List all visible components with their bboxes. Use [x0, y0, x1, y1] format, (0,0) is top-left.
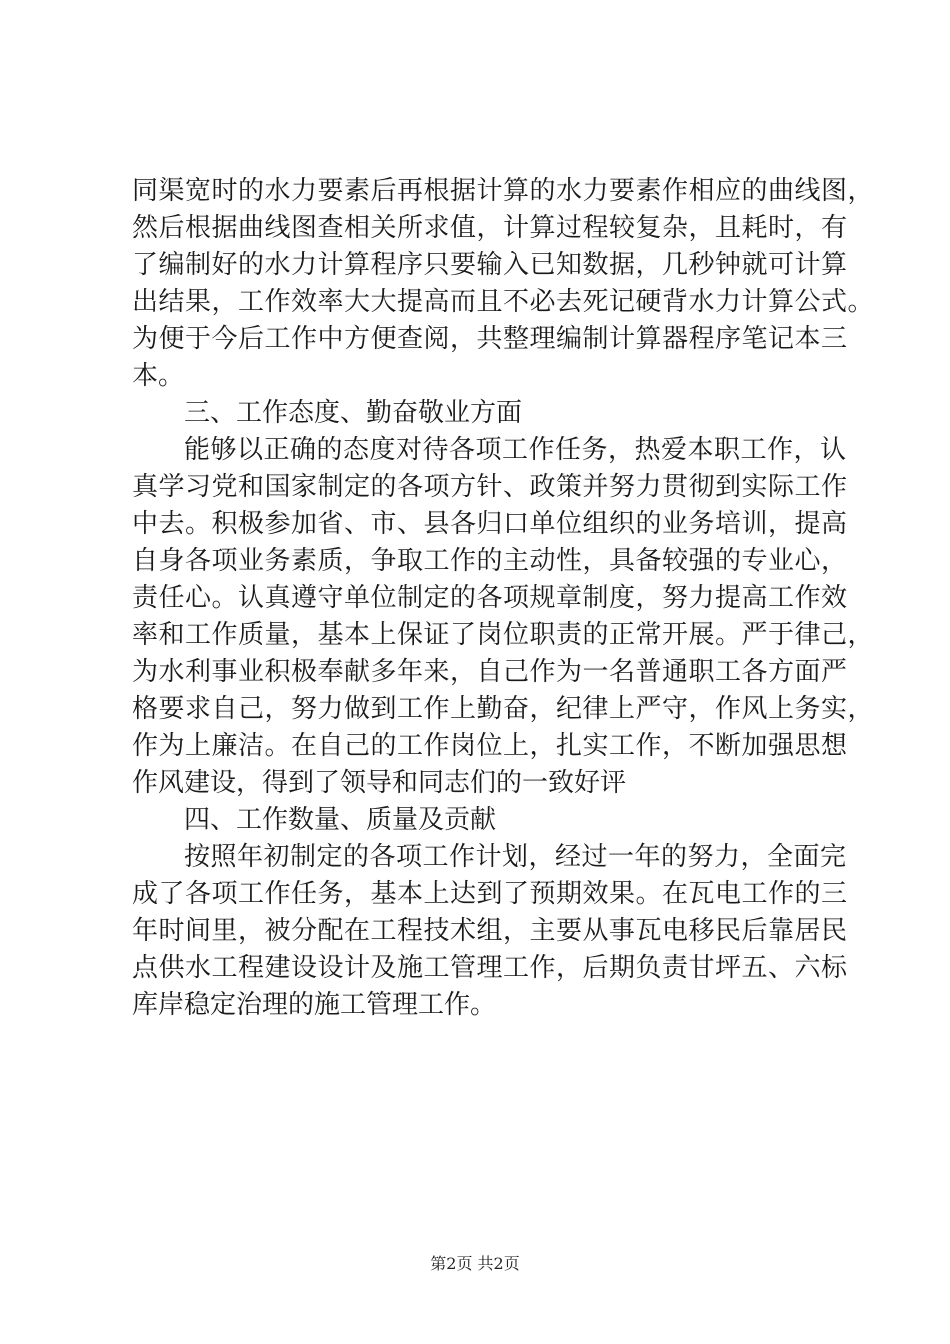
text-line: 点供水工程建设设计及施工管理工作，后期负责甘坪五、六标	[132, 953, 848, 983]
section-heading: 四、工作数量、质量及贡献	[184, 805, 497, 835]
text-line: 了编制好的水力计算程序只要输入已知数据，几秒钟就可计算	[132, 250, 848, 280]
text-line: 按照年初制定的各项工作计划，经过一年的努力，全面完	[184, 842, 847, 872]
text-line: 能够以正确的态度对待各项工作任务，热爱本职工作，认	[184, 435, 847, 465]
page-footer	[0, 1253, 950, 1275]
text-line: 自身各项业务素质，争取工作的主动性，具备较强的专业心，	[132, 546, 848, 576]
text-line: 库岸稳定治理的施工管理工作。	[132, 990, 497, 1020]
text-line: 成了各项工作任务，基本上达到了预期效果。在瓦电工作的三	[132, 879, 848, 909]
text-line: 本。	[132, 361, 185, 391]
text-line: 出结果，工作效率大大提高而且不必去死记硬背水力计算公式。	[132, 287, 875, 317]
text-line: 率和工作质量，基本上保证了岗位职责的正常开展。严于律己，	[132, 620, 875, 650]
text-line: 然后根据曲线图查相关所求值，计算过程较复杂，且耗时，有	[132, 213, 848, 243]
text-line: 真学习党和国家制定的各项方针、政策并努力贯彻到实际工作	[132, 472, 848, 502]
text-line: 同渠宽时的水力要素后再根据计算的水力要素作相应的曲线图，	[132, 176, 875, 206]
section-heading: 三、工作态度、勤奋敬业方面	[184, 398, 523, 428]
text-line: 格要求自己，努力做到工作上勤奋，纪律上严守，作风上务实，	[132, 694, 875, 724]
text-line: 为便于今后工作中方便查阅，共整理编制计算器程序笔记本三	[132, 324, 848, 354]
page-number-label: 第2页 共2页	[430, 1254, 520, 1273]
text-line: 年时间里，被分配在工程技术组，主要从事瓦电移民后靠居民	[132, 916, 848, 946]
text-line: 中去。积极参加省、市、县各归口单位组织的业务培训，提高	[132, 509, 848, 539]
text-line: 责任心。认真遵守单位制定的各项规章制度，努力提高工作效	[132, 583, 848, 613]
text-line: 作风建设，得到了领导和同志们的一致好评	[132, 768, 627, 798]
document-body	[132, 173, 875, 1024]
text-line: 作为上廉洁。在自己的工作岗位上，扎实工作，不断加强思想	[132, 731, 848, 761]
text-line: 为水利事业积极奉献多年来，自己作为一名普通职工各方面严	[132, 657, 848, 687]
